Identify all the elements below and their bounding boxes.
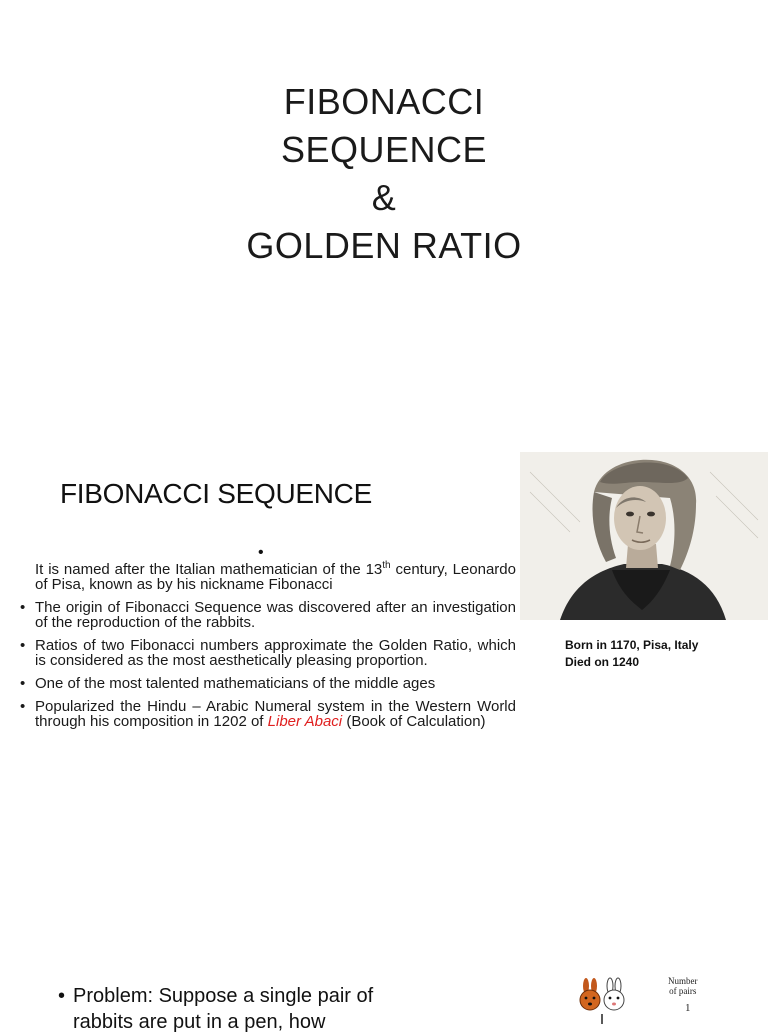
bullet-item-ratios: • Ratios of two Fibonacci numbers approximate the Golden Ratio, which is considered as the most aesthetically pleasing proportion. [20,638,516,668]
bullet-item-talented: • One of the most talented mathematicians of the middle ages [20,676,516,691]
portrait-engraving [520,452,768,620]
bullet-item-popularized: • Popularized the Hindu – Arabic Numeral system in the Western World through his composition in 1202 of Liber Abaci (Book of Calculation) [20,699,516,729]
section-heading: FIBONACCI SEQUENCE [60,478,372,509]
title-line-2: SEQUENCE [280,129,488,170]
pairs-count: 1 [685,1002,691,1014]
bullet-item-named-after: It is named after the Italian mathematician of the 13th century, Leonardo of Pisa, known as by his nickname Fibonacci [35,560,516,593]
title-line-1: FIBONACCI [283,81,485,122]
rabbit-pair-illustration [575,976,725,1024]
problem-bullet: • [58,985,66,1007]
problem-text: Problem: Suppose a single pair of rabbits are put in a pen, how [73,985,374,1033]
portrait-caption [565,637,698,671]
problem-statement [58,983,398,1035]
brown-rabbit-icon [580,978,600,1010]
number-of-pairs-label: Number of pairs [668,976,698,996]
liber-abaci-text: Liber Abaci [267,713,343,730]
caption-died: Died on 1240 [565,655,640,669]
empty-bullet: • [258,544,264,561]
title-line-3: & [371,177,397,218]
title-line-4: GOLDEN RATIO [246,225,522,266]
bullet-list [20,562,516,737]
white-rabbit-icon [604,978,624,1010]
fibonacci-portrait-image [520,452,768,620]
caption-born: Born in 1170, Pisa, Italy [565,638,699,652]
bullet-item-origin: • The origin of Fibonacci Sequence was discovered after an investigation of the reproduction of the rabbits. [20,600,516,630]
title-block [0,78,768,270]
